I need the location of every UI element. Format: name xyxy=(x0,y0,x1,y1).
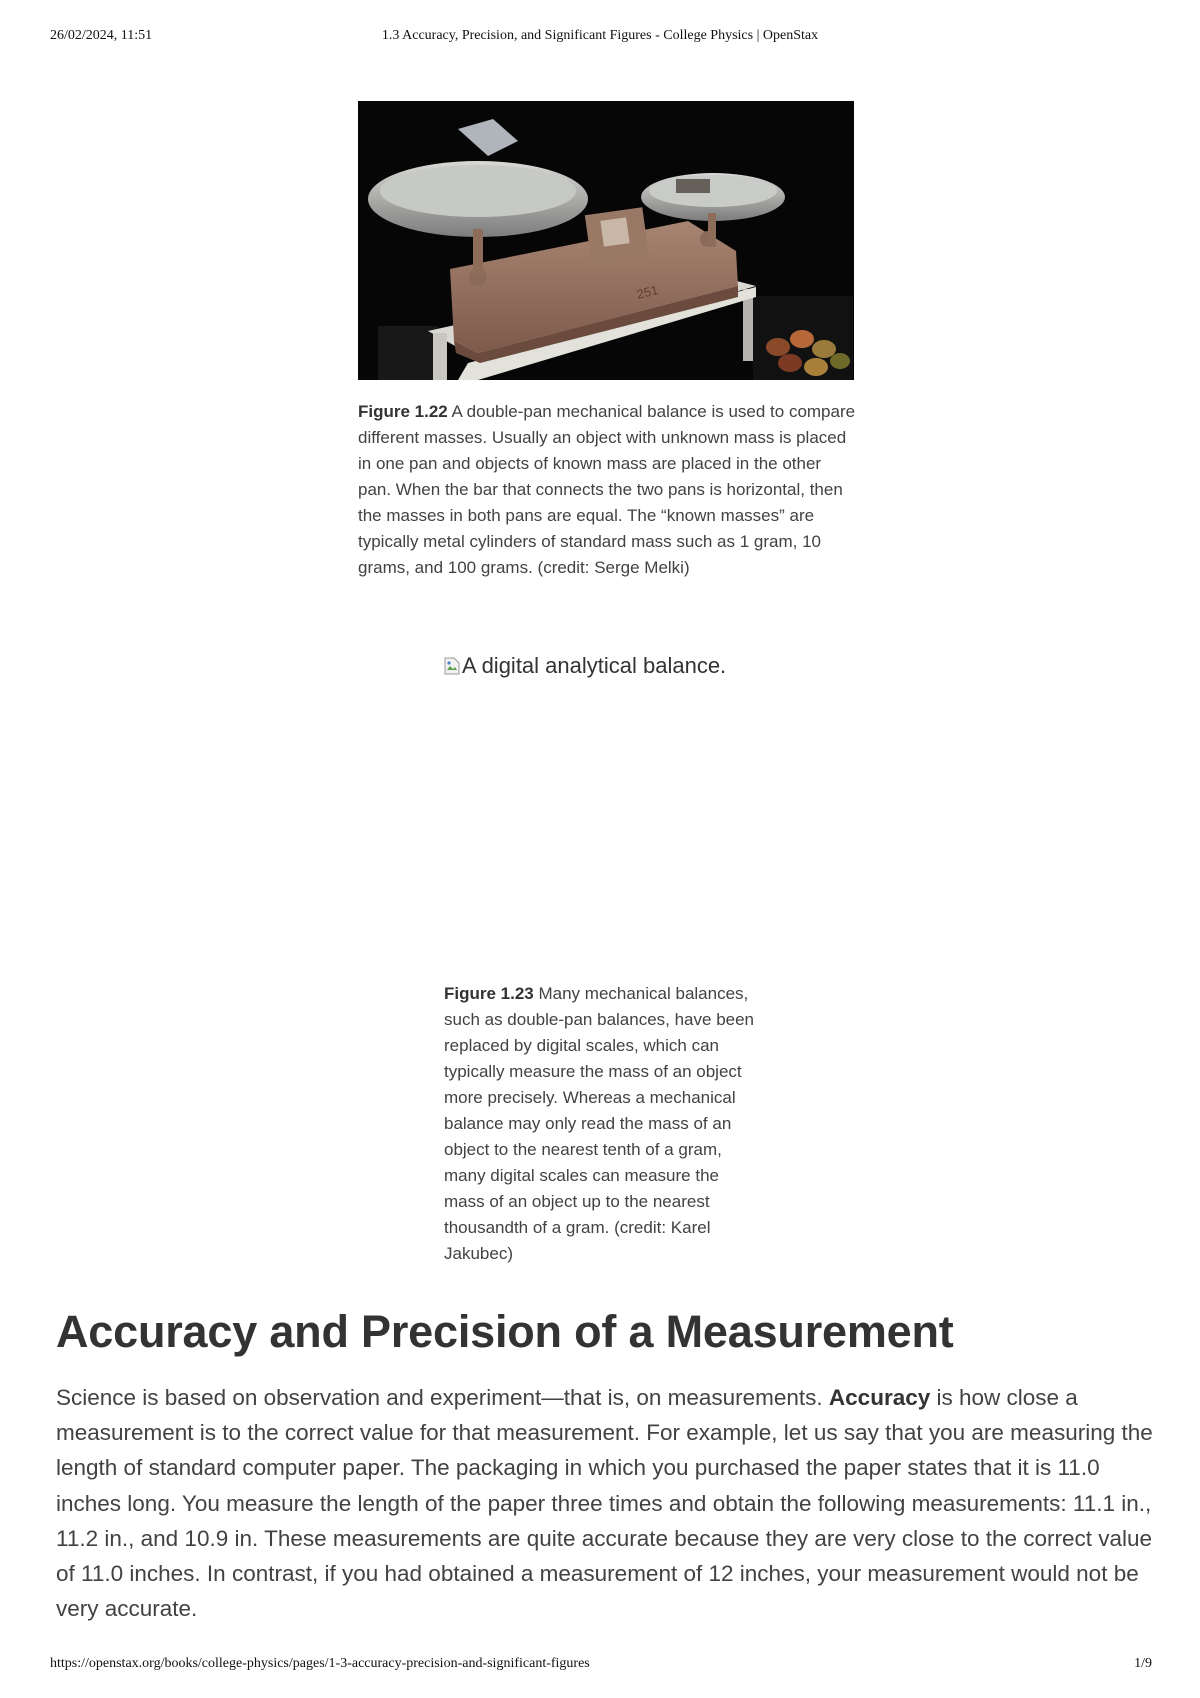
figure-1-23-caption-text: Many mechanical balances, such as double-pan balances, have been replaced by digital scales, which can typically measure the mass of an object more precisely. Whereas a mechanical balance may only read the mass of an object to the nearest tenth of a gram, many digital scales can measure the mass of an object up to the nearest thousandth of a gram. (credit: Karel Jakubec) xyxy=(444,984,755,1263)
paragraph-intro: Science is based on observation and experiment—that is, on measurements. xyxy=(56,1385,829,1410)
figure-1-23-label: Figure 1.23 xyxy=(444,984,534,1003)
print-datetime: 26/02/2024, 11:51 xyxy=(50,28,153,43)
broken-image-icon xyxy=(444,657,460,675)
figure-1-22-caption-text: A double-pan mechanical balance is used to compare different masses. Usually an object with unknown mass is placed in one pan and objects of known mass are placed in the other pan. When the bar that connects the two pans is horizontal, then the masses in both pans are equal. The “known masses” are typically metal cylinders of standard mass such as 1 gram, 10 grams, and 100 grams. (credit: Serge Melki) xyxy=(358,402,856,577)
figure-1-23-caption xyxy=(444,981,762,1267)
accuracy-paragraph xyxy=(56,1380,1166,1626)
page-number: 1/9 xyxy=(1134,1656,1152,1671)
section-heading: Accuracy and Precision of a Measurement xyxy=(56,1306,954,1357)
figure-1-22 xyxy=(358,101,854,581)
print-url: https://openstax.org/books/college-physics/pages/1-3-accuracy-precision-and-significant-figures xyxy=(50,1656,590,1671)
balance-stamp: 251 xyxy=(635,282,660,302)
print-page-title: 1.3 Accuracy, Precision, and Significant Figures - College Physics | OpenStax xyxy=(381,28,819,43)
figure-1-23 xyxy=(444,651,764,1267)
accuracy-term: Accuracy xyxy=(828,1385,931,1410)
figure-1-22-caption xyxy=(358,399,858,581)
broken-image-alt-text: A digital analytical balance. xyxy=(462,653,727,678)
paragraph-body: is how close a measurement is to the correct value for that measurement. For example, let us say that you are measuring the length of standard computer paper. The packaging in which you purchased the paper states that it is 11.0 inches long. You measure the length of the paper three times and obtain the following measurements: 11.1 in., 11.2 in., and 10.9 in. These measurements are quite accurate because they are very close to the correct value of 11.0 inches. In contrast, if you had obtained a measurement of 12 inches, your measurement would not be very accurate. xyxy=(56,1385,1153,1622)
balance-photo xyxy=(358,101,854,380)
figure-1-22-label: Figure 1.22 xyxy=(358,402,448,421)
broken-image xyxy=(444,651,764,681)
